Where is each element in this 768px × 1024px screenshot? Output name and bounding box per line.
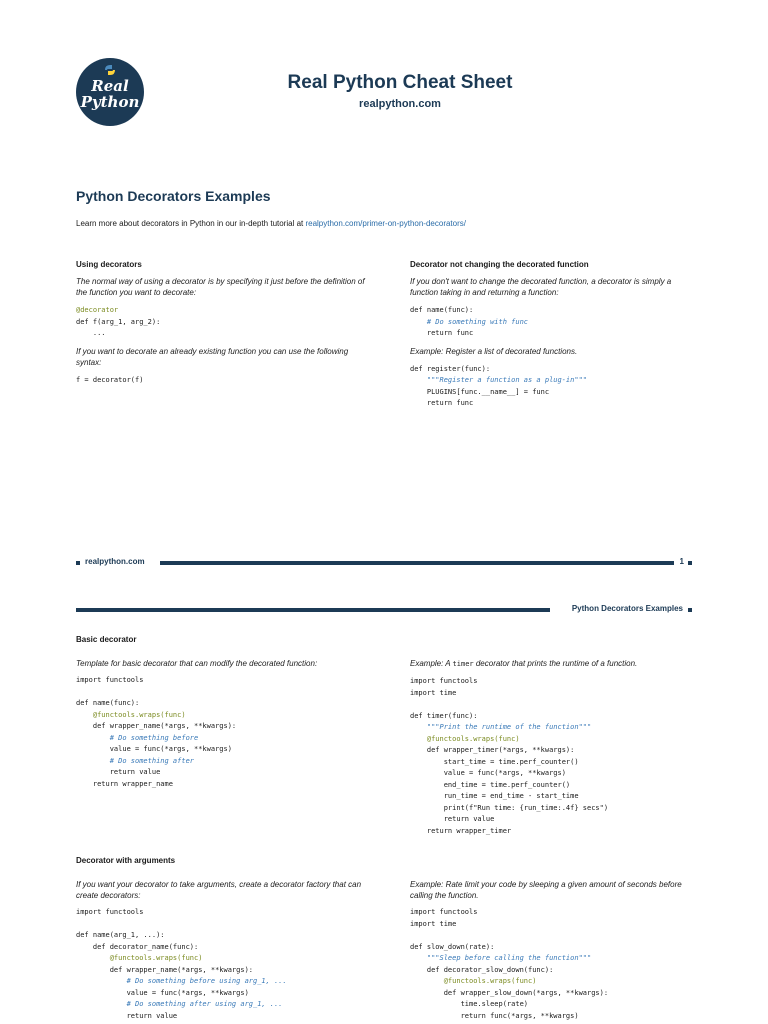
code-line: def timer(func): bbox=[410, 711, 478, 720]
code-line: run_time = end_time - start_time bbox=[410, 792, 579, 800]
code-line: return value bbox=[410, 815, 495, 823]
code-line: def name(arg_1, ...): bbox=[76, 931, 165, 939]
code-line: """Register a function as a plug-in""" bbox=[410, 376, 588, 384]
intro-text-body: Learn more about decorators in Python in our in-depth tutorial at bbox=[76, 219, 306, 228]
code-line: value = func(*args, **kwargs) bbox=[76, 988, 249, 997]
decorator-arguments-heading: Decorator with arguments bbox=[76, 856, 176, 865]
not-changing-text2: Example: Register a list of decorated functions. bbox=[410, 346, 578, 356]
code-line: def decorator_name(func): bbox=[76, 942, 199, 951]
code-line: return func(*args, **kwargs) bbox=[410, 1011, 579, 1020]
code-line: def register(func): bbox=[410, 364, 491, 373]
basic-decorator-left bbox=[76, 658, 366, 790]
using-decorators-block bbox=[76, 260, 366, 386]
intro-text bbox=[76, 219, 466, 228]
code-line: # Do something with func bbox=[410, 317, 529, 326]
decorator-arguments-text-left: If you want your decorator to take arguments, create a decorator factory that can create decorators: bbox=[76, 880, 362, 900]
text-part: Example: A bbox=[410, 659, 453, 668]
code-line: start_time = time.perf_counter() bbox=[410, 757, 579, 766]
code-line: time.sleep(rate) bbox=[410, 1000, 529, 1008]
code-line: def name(func): bbox=[76, 699, 140, 707]
using-decorators-text1: The normal way of using a decorator is by specifying it just before the definition of the function you want to decorate: bbox=[76, 277, 365, 297]
code-line: def wrapper_slow_down(*args, **kwargs): bbox=[410, 988, 609, 997]
not-changing-block bbox=[410, 260, 700, 410]
basic-decorator-right bbox=[410, 658, 700, 837]
header-section-label: Python Decorators Examples bbox=[571, 604, 683, 613]
code-line: def wrapper_name(*args, **kwargs): bbox=[76, 722, 237, 730]
header-rule bbox=[76, 608, 550, 612]
code-line: @functools.wraps(func) bbox=[410, 977, 537, 985]
code-line: import functools bbox=[76, 908, 144, 916]
text-part: decorator that prints the runtime of a function. bbox=[473, 659, 638, 668]
tutorial-link[interactable]: realpython.com/primer-on-python-decorators/ bbox=[305, 219, 466, 228]
page-footer bbox=[76, 557, 692, 569]
not-changing-text1: If you don't want to change the decorated function, a decorator is simply a function taking in and returning a function: bbox=[410, 277, 672, 297]
decorator-arguments-right bbox=[410, 879, 700, 1022]
basic-decorator-code-right bbox=[410, 676, 700, 837]
page-subtitle[interactable]: realpython.com bbox=[359, 98, 441, 110]
code-line: # Do something before using arg_1, ... bbox=[76, 977, 287, 985]
logo-text-real: Real bbox=[91, 77, 129, 95]
code-line: ... bbox=[76, 329, 106, 337]
code-line: return wrapper_name bbox=[76, 779, 173, 788]
decorator-arguments-code-right bbox=[410, 907, 700, 1022]
code-line: value = func(*args, **kwargs) bbox=[76, 745, 232, 753]
using-decorators-heading: Using decorators bbox=[76, 260, 142, 269]
python-snake-icon bbox=[103, 64, 117, 76]
decorator-arguments-text-right: Example: Rate limit your code by sleeping a given amount of seconds before calling the function. bbox=[410, 880, 682, 900]
basic-decorator-heading: Basic decorator bbox=[76, 635, 137, 644]
code-line: return func bbox=[410, 329, 474, 337]
code-line: """Print the runtime of the function""" bbox=[410, 723, 592, 731]
real-python-logo bbox=[76, 58, 144, 126]
code-line: print(f"Run time: {run_time:.4f} secs") bbox=[410, 803, 609, 812]
code-line: def wrapper_name(*args, **kwargs): bbox=[76, 965, 254, 974]
code-line: import functools bbox=[76, 676, 144, 684]
using-decorators-text2: If you want to decorate an already existing function you can use the following syntax: bbox=[76, 346, 349, 367]
code-line: def decorator_slow_down(func): bbox=[410, 965, 554, 974]
code-line: def name(func): bbox=[410, 306, 474, 314]
code-line: import functools bbox=[410, 677, 478, 685]
footer-rule bbox=[160, 561, 674, 565]
footer-square bbox=[76, 561, 80, 565]
code-line: return wrapper_timer bbox=[410, 826, 512, 835]
not-changing-heading: Decorator not changing the decorated function bbox=[410, 260, 589, 269]
basic-decorator-text-right bbox=[410, 658, 700, 670]
code-line: """Sleep before calling the function""" bbox=[410, 954, 592, 962]
footer-square bbox=[688, 561, 692, 565]
code-line: # Do something after bbox=[76, 756, 195, 765]
code-line: f = decorator(f) bbox=[76, 375, 144, 384]
header-square bbox=[688, 608, 692, 612]
using-decorators-code2 bbox=[76, 375, 366, 387]
code-line: return value bbox=[76, 1011, 178, 1020]
code-line: import time bbox=[410, 688, 457, 697]
code-line: # Do something after using arg_1, ... bbox=[76, 1000, 283, 1008]
code-line: def slow_down(rate): bbox=[410, 942, 495, 951]
page-title: Real Python Cheat Sheet bbox=[287, 72, 513, 93]
basic-decorator-text-left: Template for basic decorator that can modify the decorated function: bbox=[76, 659, 318, 668]
code-line: return value bbox=[76, 768, 161, 776]
code-line: PLUGINS[func.__name__] = func bbox=[410, 387, 550, 396]
code-line: @functools.wraps(func) bbox=[76, 954, 203, 962]
footer-page-number: 1 bbox=[679, 557, 684, 566]
logo-text-python: Python bbox=[80, 93, 140, 111]
code-line: # Do something before bbox=[76, 733, 199, 742]
code-line: return func bbox=[410, 399, 474, 407]
code-line: @decorator bbox=[76, 306, 119, 314]
not-changing-code2 bbox=[410, 364, 700, 410]
code-line: def f(arg_1, arg_2): bbox=[76, 317, 161, 326]
inline-code: timer bbox=[452, 660, 474, 668]
code-line: end_time = time.perf_counter() bbox=[410, 780, 571, 789]
section-title: Python Decorators Examples bbox=[76, 188, 271, 204]
footer-site[interactable]: realpython.com bbox=[85, 557, 145, 566]
page-header bbox=[76, 604, 692, 616]
code-line: import time bbox=[410, 919, 457, 928]
decorator-arguments-left bbox=[76, 879, 366, 1022]
code-line: value = func(*args, **kwargs) bbox=[410, 769, 566, 777]
not-changing-code1 bbox=[410, 305, 700, 340]
code-line: @functools.wraps(func) bbox=[76, 710, 186, 719]
code-line: @functools.wraps(func) bbox=[410, 734, 520, 743]
decorator-arguments-code-left bbox=[76, 907, 366, 1022]
code-line: import functools bbox=[410, 908, 478, 916]
using-decorators-code1 bbox=[76, 305, 366, 340]
basic-decorator-code-left bbox=[76, 675, 366, 790]
code-line: def wrapper_timer(*args, **kwargs): bbox=[410, 746, 575, 754]
